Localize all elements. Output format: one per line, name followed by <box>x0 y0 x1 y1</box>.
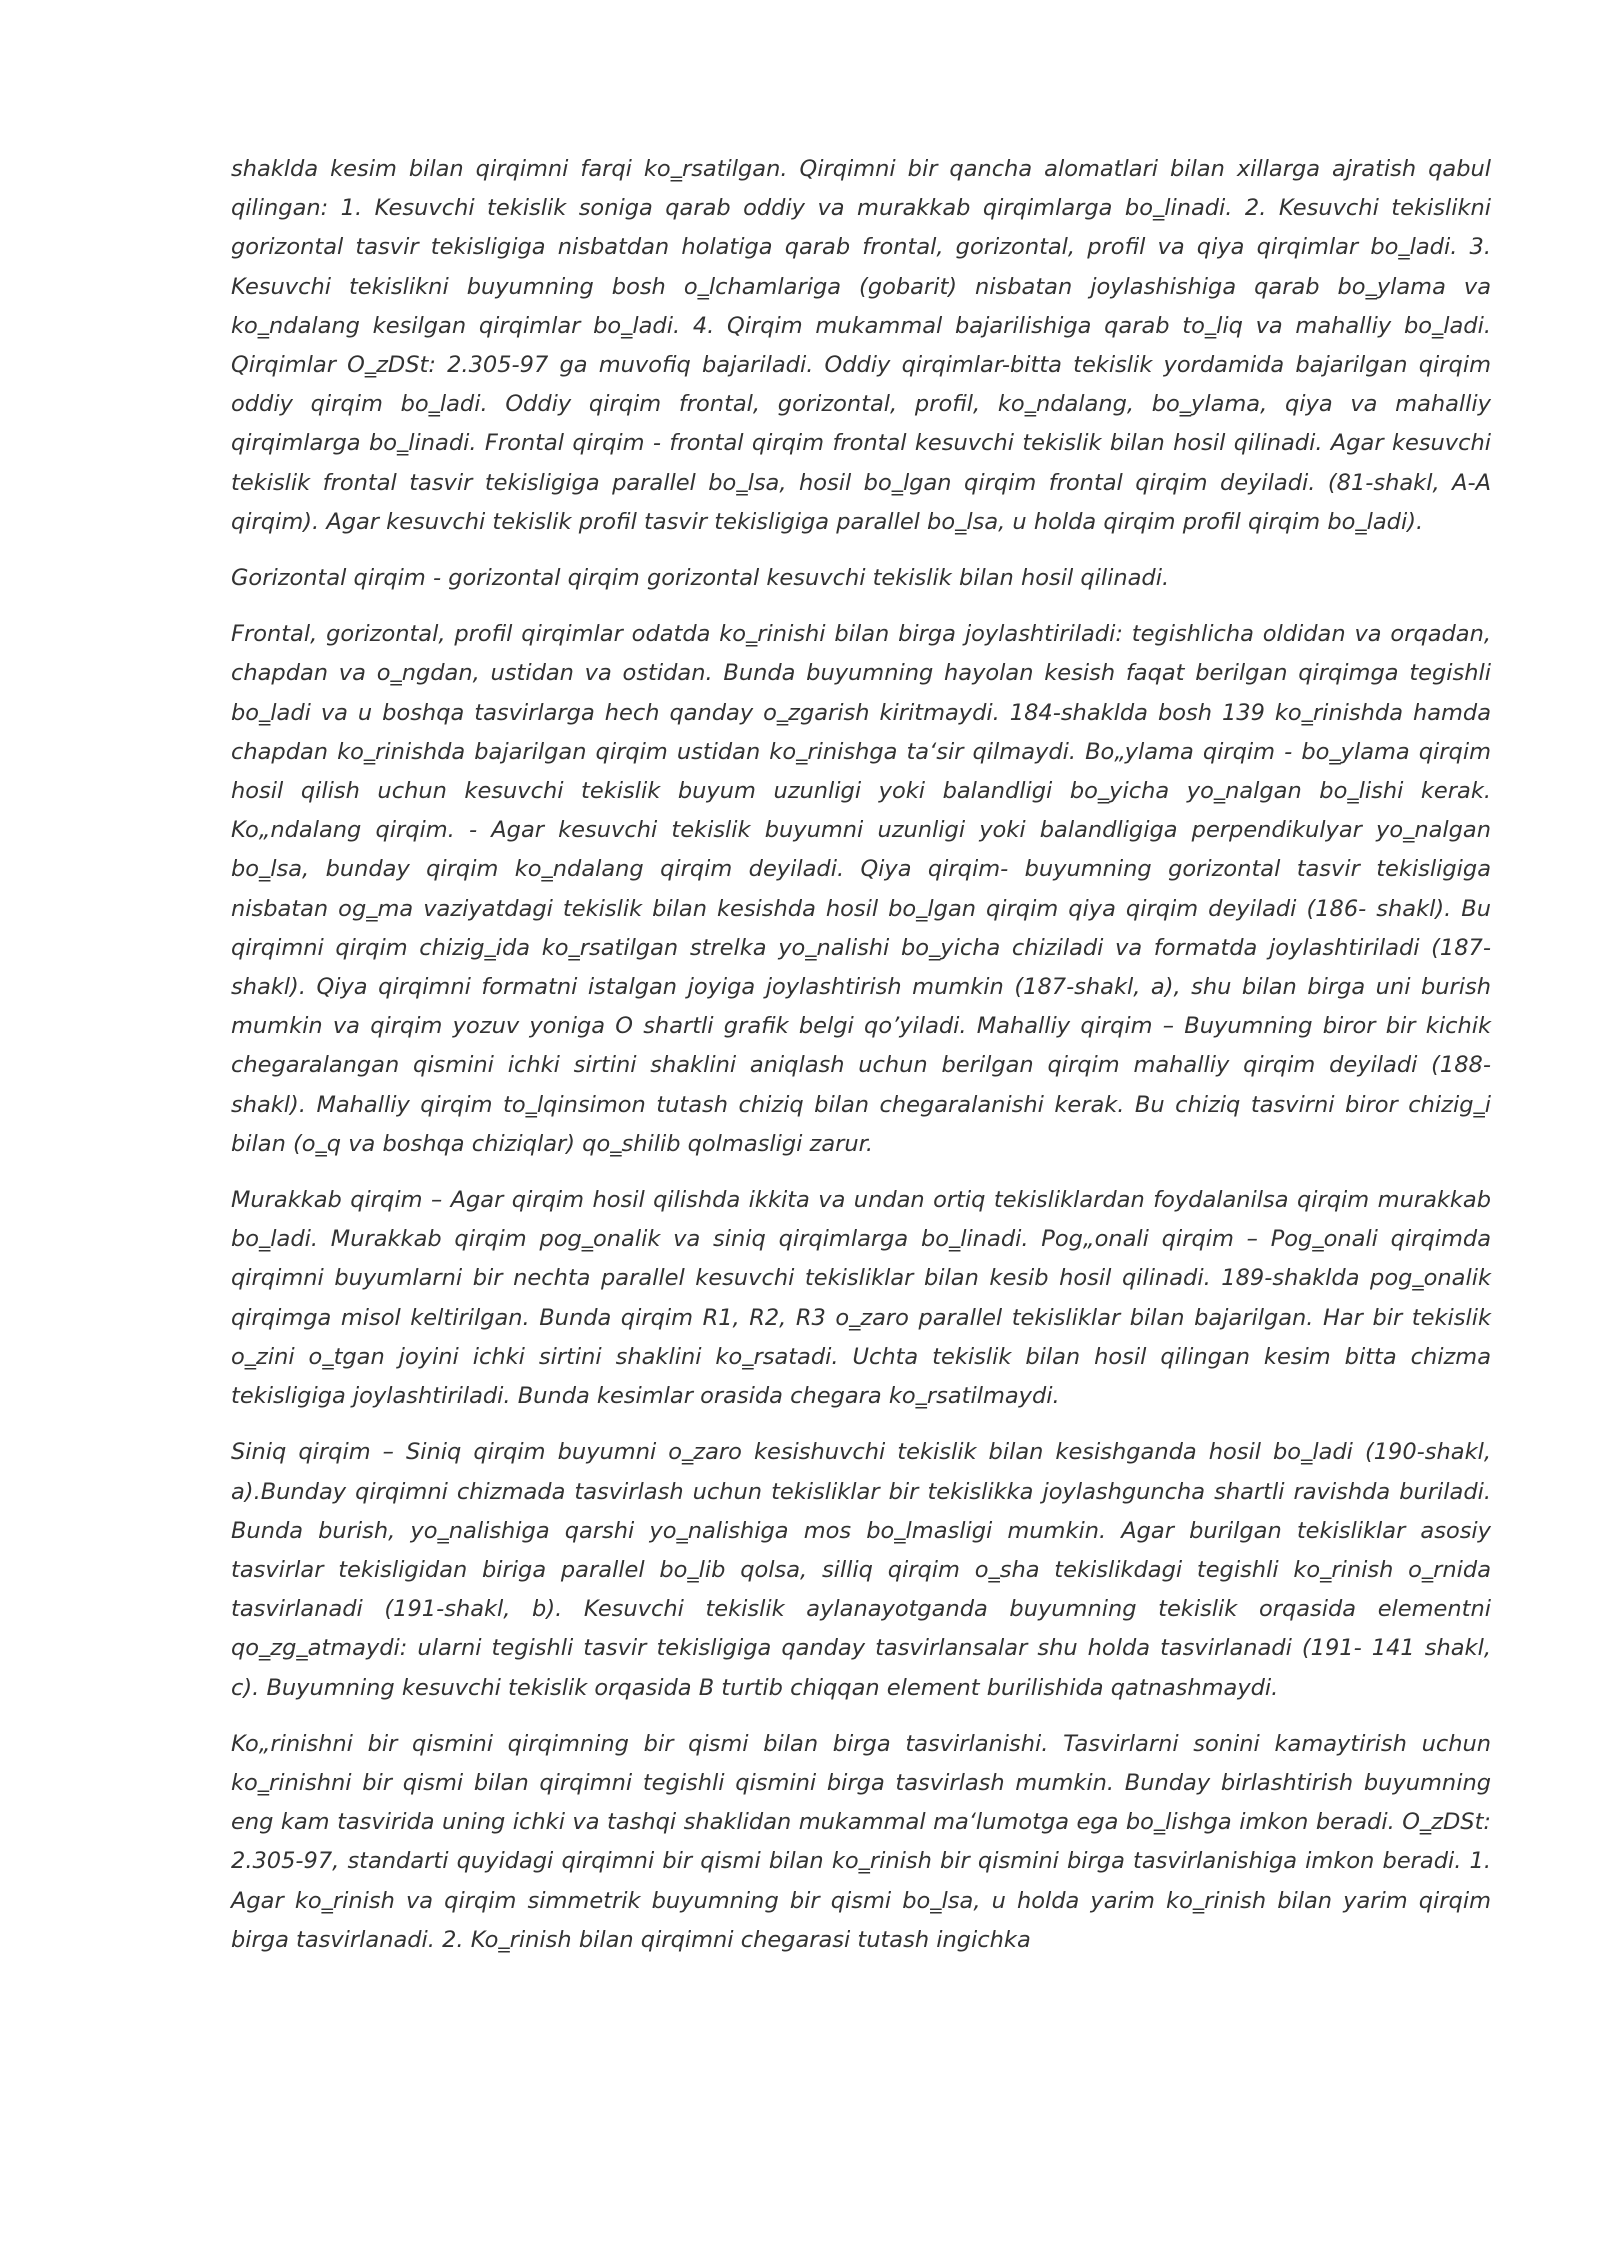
document-body <box>231 150 1491 1977</box>
paragraph-cut-classification: shaklda kesim bilan qirqimni farqi ko‗rsatilgan. Qirqimni bir qancha alomatlari bilan xillarga ajratish qabul qilingan: 1. Kesuvchi tekislik soniga qarab oddiy va murakkab qirqimlarga bo‗linadi. 2. Kesuvchi tekislikni gorizontal tasvir tekisligiga nisbatdan holatiga qarab frontal, gorizontal, profil va qiya qirqimlar bo‗ladi. 3. Kesuvchi tekislikni buyumning bosh o‗lchamlariga (gobarit) nisbatan joylashishiga qarab bo‗ylama va ko‗ndalang kesilgan qirqimlar bo‗ladi. 4. Qirqim mukammal bajarilishiga qarab to‗liq va mahalliy bo‗ladi. Qirqimlar O‗zDSt: 2.305-97 ga muvofiq bajariladi. Oddiy qirqimlar-bitta tekislik yordamida bajarilgan qirqim oddiy qirqim bo‗ladi. Oddiy qirqim frontal, gorizontal, profil, ko‗ndalang, bo‗ylama, qiya va mahalliy qirqimlarga bo‗linadi. Frontal qirqim - frontal qirqim frontal kesuvchi tekislik bilan hosil qilinadi. Agar kesuvchi tekislik frontal tasvir tekisligiga parallel bo‗lsa, hosil bo‗lgan qirqim frontal qirqim deyiladi. (81-shakl, A-A qirqim). Agar kesuvchi tekislik profil tasvir tekisligiga parallel bo‗lsa, u holda qirqim profil qirqim bo‗ladi). <box>231 156 1491 535</box>
paragraph-cut-placement: Frontal, gorizontal, profil qirqimlar odatda ko‗rinishi bilan birga joylashtiriladi: tegishlicha oldidan va orqadan, chapdan va o‗ngdan, ustidan va ostidan. Bunda buyumning hayolan kesish faqat berilgan qirqimga tegishli bo‗ladi va u boshqa tasvirlarga hech qanday o‗zgarish kiritmaydi. 184-shaklda bosh 139 ko‗rinishda hamda chapdan ko‗rinishda bajarilgan qirqim ustidan ko‗rinishga ta‘sir qilmaydi. Bo„ylama qirqim - bo‗ylama qirqim hosil qilish uchun kesuvchi tekislik buyum uzunligi yoki balandligi bo‗yicha yo‗nalgan bo‗lishi kerak. Ko„ndalang qirqim. - Agar kesuvchi tekislik buyumni uzunligi yoki balandligiga perpendikulyar yo‗nalgan bo‗lsa, bunday qirqim ko‗ndalang qirqim deyiladi. Qiya qirqim- buyumning gorizontal tasvir tekisligiga nisbatan og‗ma vaziyatdagi tekislik bilan kesishda hosil bo‗lgan qirqim qiya qirqim deyiladi (186- shakl). Bu qirqimni qirqim chizig‗ida ko‗rsatilgan strelka yo‗nalishi bo‗yicha chiziladi va formatda joylashtiriladi (187-shakl). Qiya qirqimni formatni istalgan joyiga joylashtirish mumkin (187-shakl, a), shu bilan birga uni burish mumkin va qirqim yozuv yoniga O shartli grafik belgi qo’yiladi. Mahalliy qirqim – Buyumning biror bir kichik chegaralangan qismini ichki sirtini shaklini aniqlash uchun berilgan qirqim mahalliy qirqim deyiladi (188- shakl). Mahalliy qirqim to‗lqinsimon tutash chiziq bilan chegaralanishi kerak. Bu chiziq tasvirni biror chizig‗i bilan (o‗q va boshqa chiziqlar) qo‗shilib qolmasligi zarur. <box>231 621 1491 1157</box>
paragraph-view-and-cut: Ko„rinishni bir qismini qirqimning bir qismi bilan birga tasvirlanishi. Tasvirlarni sonini kamaytirish uchun ko‗rinishni bir qismi bilan qirqimni tegishli qismini birga tasvirlash mumkin. Bunday birlashtirish buyumning eng kam tasvirida uning ichki va tashqi shaklidan mukammal ma‘lumotga ega bo‗lishga imkon beradi. O‗zDSt: 2.305-97, standarti quyidagi qirqimni bir qismi bilan ko‗rinish bir qismini birga tasvirlanishiga imkon beradi. 1. Agar ko‗rinish va qirqim simmetrik buyumning bir qismi bo‗lsa, u holda yarim ko‗rinish bilan yarim qirqim birga tasvirlanadi. 2. Ko‗rinish bilan qirqimni chegarasi tutash ingichka <box>231 1730 1491 1953</box>
paragraph-horizontal-cut: Gorizontal qirqim - gorizontal qirqim gorizontal kesuvchi tekislik bilan hosil qilinadi. <box>231 565 1170 592</box>
paragraph-complex-cut: Murakkab qirqim – Agar qirqim hosil qilishda ikkita va undan ortiq tekisliklardan foydalanilsa qirqim murakkab bo‗ladi. Murakkab qirqim pog‗onalik va siniq qirqimlarga bo‗linadi. Pog„onali qirqim – Pog‗onali qirqimda qirqimni buyumlarni bir nechta parallel kesuvchi tekisliklar bilan kesib hosil qilinadi. 189-shaklda pog‗onalik qirqimga misol keltirilgan. Bunda qirqim R1, R2, R3 o‗zaro parallel tekisliklar bilan bajarilgan. Har bir tekislik o‗zini o‗tgan joyini ichki sirtini shaklini ko‗rsatadi. Uchta tekislik bilan hosil qilingan kesim bitta chizma tekisligiga joylashtiriladi. Bunda kesimlar orasida chegara ko‗rsatilmaydi. <box>231 1187 1491 1410</box>
paragraph-broken-cut: Siniq qirqim – Siniq qirqim buyumni o‗zaro kesishuvchi tekislik bilan kesishganda hosil bo‗ladi (190-shakl, a).Bunday qirqimni chizmada tasvirlash uchun tekisliklar bir tekislikka joylashguncha shartli ravishda buriladi. Bunda burish, yo‗nalishiga qarshi yo‗nalishiga mos bo‗lmasligi mumkin. Agar burilgan tekisliklar asosiy tasvirlar tekisligidan biriga parallel bo‗lib qolsa, silliq qirqim o‗sha tekislikdagi tegishli ko‗rinish o‗rnida tasvirlanadi (191-shakl, b). Kesuvchi tekislik aylanayotganda buyumning tekislik orqasida elementni qo‗zg‗atmaydi: ularni tegishli tasvir tekisligiga qanday tasvirlansalar shu holda tasvirlanadi (191- 141 shakl, c). Buyumning kesuvchi tekislik orqasida B turtib chiqqan element burilishida qatnashmaydi. <box>231 1439 1491 1701</box>
